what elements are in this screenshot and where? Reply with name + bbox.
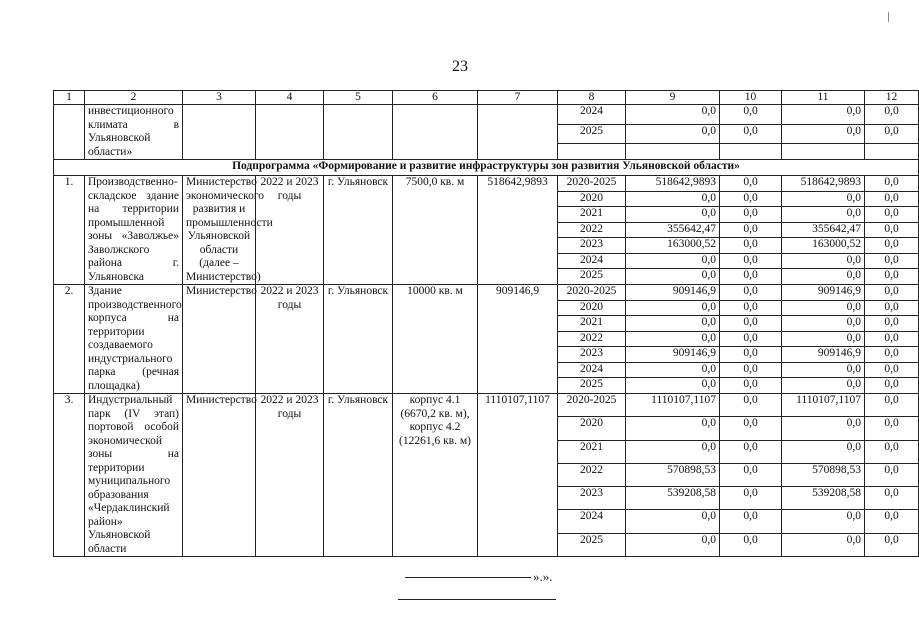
regional-cell: 909146,9 bbox=[782, 347, 865, 363]
other-cell: 0,0 bbox=[865, 362, 919, 378]
subprogram-title: Подпрограмма «Формирование и развитие инфраструктуры зон развития Ульяновской области» bbox=[54, 160, 919, 176]
year-cell: 2025 bbox=[558, 533, 626, 556]
closing-quote-mark: ».». bbox=[533, 569, 553, 584]
cost-cell: 909146,9 bbox=[478, 285, 558, 394]
total-cell: 0,0 bbox=[626, 533, 720, 556]
column-number: 8 bbox=[558, 91, 626, 105]
column-number: 7 bbox=[478, 91, 558, 105]
other-cell: 0,0 bbox=[865, 347, 919, 363]
year-cell: 2021 bbox=[558, 207, 626, 223]
regional-cell: 909146,9 bbox=[782, 285, 865, 301]
federal-cell: 0,0 bbox=[720, 378, 782, 394]
year-cell: 2020 bbox=[558, 300, 626, 316]
capacity-cell: 7500,0 кв. м bbox=[393, 176, 478, 285]
year-cell: 2020 bbox=[558, 417, 626, 440]
total-cell: 0,0 bbox=[626, 191, 720, 207]
total-cell: 0,0 bbox=[626, 105, 720, 125]
other-cell: 0,0 bbox=[865, 440, 919, 463]
other-cell: 0,0 bbox=[865, 300, 919, 316]
year-cell: 2020-2025 bbox=[558, 285, 626, 301]
regional-cell: 355642,47 bbox=[782, 222, 865, 238]
federal-cell: 0,0 bbox=[720, 394, 782, 417]
regional-cell: 570898,53 bbox=[782, 463, 865, 486]
other-cell: 0,0 bbox=[865, 222, 919, 238]
year-cell: 2023 bbox=[558, 487, 626, 510]
total-cell: 0,0 bbox=[626, 440, 720, 463]
federal-cell: 0,0 bbox=[720, 176, 782, 192]
regional-cell: 0,0 bbox=[782, 124, 865, 144]
other-cell: 0,0 bbox=[865, 285, 919, 301]
regional-cell: 0,0 bbox=[782, 105, 865, 125]
signature-line bbox=[405, 576, 531, 578]
federal-cell: 0,0 bbox=[720, 238, 782, 254]
table-row bbox=[54, 105, 919, 125]
federal-cell: 0,0 bbox=[720, 362, 782, 378]
federal-cell: 0,0 bbox=[720, 487, 782, 510]
total-cell: 570898,53 bbox=[626, 463, 720, 486]
year-cell: 2020-2025 bbox=[558, 394, 626, 417]
other-cell: 0,0 bbox=[865, 378, 919, 394]
other-cell: 0,0 bbox=[865, 463, 919, 486]
row-number-cell: 1. bbox=[54, 176, 85, 285]
federal-cell: 0,0 bbox=[720, 300, 782, 316]
federal-cell: 0,0 bbox=[720, 440, 782, 463]
regional-cell: 1110107,1107 bbox=[782, 394, 865, 417]
regional-cell: 0,0 bbox=[782, 269, 865, 285]
location-cell: г. Ульяновск bbox=[324, 176, 393, 285]
row-number-cell: 2. bbox=[54, 285, 85, 394]
other-cell: 0,0 bbox=[865, 191, 919, 207]
empty-cell bbox=[558, 144, 626, 160]
year-cell: 2024 bbox=[558, 510, 626, 533]
project-name-cell: Индустриальный парк (IV этап) портовой особой экономической зоны на территории муниципального образования «Чердаклинский район» Ульяновской области bbox=[85, 394, 183, 557]
table-row bbox=[54, 285, 919, 301]
capacity-cell: 10000 кв. м bbox=[393, 285, 478, 394]
federal-cell: 0,0 bbox=[720, 124, 782, 144]
project-description-cell: инвестиционного климата в Ульяновской области» bbox=[85, 105, 183, 160]
other-cell: 0,0 bbox=[865, 105, 919, 125]
column-number: 9 bbox=[626, 91, 720, 105]
federal-cell: 0,0 bbox=[720, 222, 782, 238]
regional-cell: 0,0 bbox=[782, 417, 865, 440]
column-number: 3 bbox=[183, 91, 256, 105]
total-cell: 0,0 bbox=[626, 269, 720, 285]
total-cell: 0,0 bbox=[626, 124, 720, 144]
empty-cell bbox=[256, 105, 324, 160]
federal-cell: 0,0 bbox=[720, 316, 782, 332]
year-cell: 2025 bbox=[558, 378, 626, 394]
total-cell: 0,0 bbox=[626, 362, 720, 378]
total-cell: 539208,58 bbox=[626, 487, 720, 510]
total-cell: 0,0 bbox=[626, 253, 720, 269]
page-number: 23 bbox=[452, 58, 468, 75]
regional-cell: 0,0 bbox=[782, 253, 865, 269]
location-cell: г. Ульяновск bbox=[324, 394, 393, 557]
empty-cell bbox=[183, 105, 256, 160]
other-cell: 0,0 bbox=[865, 207, 919, 223]
empty-cell bbox=[782, 144, 865, 160]
year-cell: 2023 bbox=[558, 347, 626, 363]
customer-cell: Министерство экономического развития и промышленности Ульяновской области (далее – Министерство) bbox=[183, 176, 256, 285]
total-cell: 909146,9 bbox=[626, 285, 720, 301]
federal-cell: 0,0 bbox=[720, 253, 782, 269]
year-cell: 2020-2025 bbox=[558, 176, 626, 192]
regional-cell: 518642,9893 bbox=[782, 176, 865, 192]
other-cell: 0,0 bbox=[865, 124, 919, 144]
regional-cell: 0,0 bbox=[782, 331, 865, 347]
project-name-cell: Производственно-складское здание на территории промышленной зоны «Заволжье» Заволжского района г. Ульяновска bbox=[85, 176, 183, 285]
total-cell: 355642,47 bbox=[626, 222, 720, 238]
other-cell: 0,0 bbox=[865, 487, 919, 510]
federal-cell: 0,0 bbox=[720, 285, 782, 301]
location-cell: г. Ульяновск bbox=[324, 285, 393, 394]
other-cell: 0,0 bbox=[865, 316, 919, 332]
total-cell: 0,0 bbox=[626, 300, 720, 316]
regional-cell: 0,0 bbox=[782, 440, 865, 463]
row-number-cell bbox=[54, 105, 85, 160]
subprogram-row bbox=[54, 160, 919, 176]
total-cell: 0,0 bbox=[626, 207, 720, 223]
year-cell: 2022 bbox=[558, 222, 626, 238]
other-cell: 0,0 bbox=[865, 238, 919, 254]
year-cell: 2024 bbox=[558, 253, 626, 269]
empty-cell bbox=[478, 105, 558, 160]
total-cell: 518642,9893 bbox=[626, 176, 720, 192]
year-cell: 2025 bbox=[558, 124, 626, 144]
other-cell: 0,0 bbox=[865, 533, 919, 556]
federal-cell: 0,0 bbox=[720, 533, 782, 556]
other-cell: 0,0 bbox=[865, 510, 919, 533]
table-row bbox=[54, 176, 919, 192]
regional-cell: 0,0 bbox=[782, 300, 865, 316]
other-cell: 0,0 bbox=[865, 331, 919, 347]
signature-line bbox=[398, 598, 556, 600]
regional-cell: 0,0 bbox=[782, 191, 865, 207]
regional-cell: 0,0 bbox=[782, 510, 865, 533]
row-number-cell: 3. bbox=[54, 394, 85, 557]
total-cell: 0,0 bbox=[626, 331, 720, 347]
investment-projects-table bbox=[53, 90, 919, 557]
project-name-cell: Здание производственного корпуса на территории создаваемого индустриального парка (речная площадка) bbox=[85, 285, 183, 394]
other-cell: 0,0 bbox=[865, 417, 919, 440]
federal-cell: 0,0 bbox=[720, 417, 782, 440]
federal-cell: 0,0 bbox=[720, 207, 782, 223]
other-cell: 0,0 bbox=[865, 253, 919, 269]
column-number-row bbox=[54, 91, 919, 105]
other-cell: 0,0 bbox=[865, 269, 919, 285]
regional-cell: 0,0 bbox=[782, 362, 865, 378]
regional-cell: 0,0 bbox=[782, 533, 865, 556]
cost-cell: 1110107,1107 bbox=[478, 394, 558, 557]
year-cell: 2020 bbox=[558, 191, 626, 207]
column-number: 4 bbox=[256, 91, 324, 105]
cost-cell: 518642,9893 bbox=[478, 176, 558, 285]
total-cell: 0,0 bbox=[626, 316, 720, 332]
federal-cell: 0,0 bbox=[720, 347, 782, 363]
scan-edge-mark bbox=[888, 12, 889, 22]
capacity-cell: корпус 4.1 (6670,2 кв. м), корпус 4.2 (12261,6 кв. м) bbox=[393, 394, 478, 557]
year-cell: 2021 bbox=[558, 440, 626, 463]
column-number: 11 bbox=[782, 91, 865, 105]
regional-cell: 539208,58 bbox=[782, 487, 865, 510]
total-cell: 909146,9 bbox=[626, 347, 720, 363]
empty-cell bbox=[865, 144, 919, 160]
year-cell: 2022 bbox=[558, 331, 626, 347]
year-cell: 2025 bbox=[558, 269, 626, 285]
period-cell: 2022 и 2023 годы bbox=[256, 394, 324, 557]
year-cell: 2022 bbox=[558, 463, 626, 486]
federal-cell: 0,0 bbox=[720, 105, 782, 125]
column-number: 5 bbox=[324, 91, 393, 105]
regional-cell: 163000,52 bbox=[782, 238, 865, 254]
regional-cell: 0,0 bbox=[782, 316, 865, 332]
column-number: 10 bbox=[720, 91, 782, 105]
year-cell: 2024 bbox=[558, 362, 626, 378]
total-cell: 0,0 bbox=[626, 417, 720, 440]
federal-cell: 0,0 bbox=[720, 463, 782, 486]
period-cell: 2022 и 2023 годы bbox=[256, 176, 324, 285]
total-cell: 0,0 bbox=[626, 378, 720, 394]
other-cell: 0,0 bbox=[865, 394, 919, 417]
federal-cell: 0,0 bbox=[720, 191, 782, 207]
column-number: 2 bbox=[85, 91, 183, 105]
customer-cell: Министерство bbox=[183, 394, 256, 557]
column-number: 12 bbox=[865, 91, 919, 105]
total-cell: 163000,52 bbox=[626, 238, 720, 254]
year-cell: 2024 bbox=[558, 105, 626, 125]
period-cell: 2022 и 2023 годы bbox=[256, 285, 324, 394]
federal-cell: 0,0 bbox=[720, 269, 782, 285]
empty-cell bbox=[720, 144, 782, 160]
federal-cell: 0,0 bbox=[720, 331, 782, 347]
total-cell: 0,0 bbox=[626, 510, 720, 533]
total-cell: 1110107,1107 bbox=[626, 394, 720, 417]
regional-cell: 0,0 bbox=[782, 378, 865, 394]
other-cell: 0,0 bbox=[865, 176, 919, 192]
federal-cell: 0,0 bbox=[720, 510, 782, 533]
regional-cell: 0,0 bbox=[782, 207, 865, 223]
column-number: 6 bbox=[393, 91, 478, 105]
table-row bbox=[54, 394, 919, 417]
year-cell: 2023 bbox=[558, 238, 626, 254]
empty-cell bbox=[393, 105, 478, 160]
customer-cell: Министерство bbox=[183, 285, 256, 394]
year-cell: 2021 bbox=[558, 316, 626, 332]
column-number: 1 bbox=[54, 91, 85, 105]
empty-cell bbox=[324, 105, 393, 160]
empty-cell bbox=[626, 144, 720, 160]
